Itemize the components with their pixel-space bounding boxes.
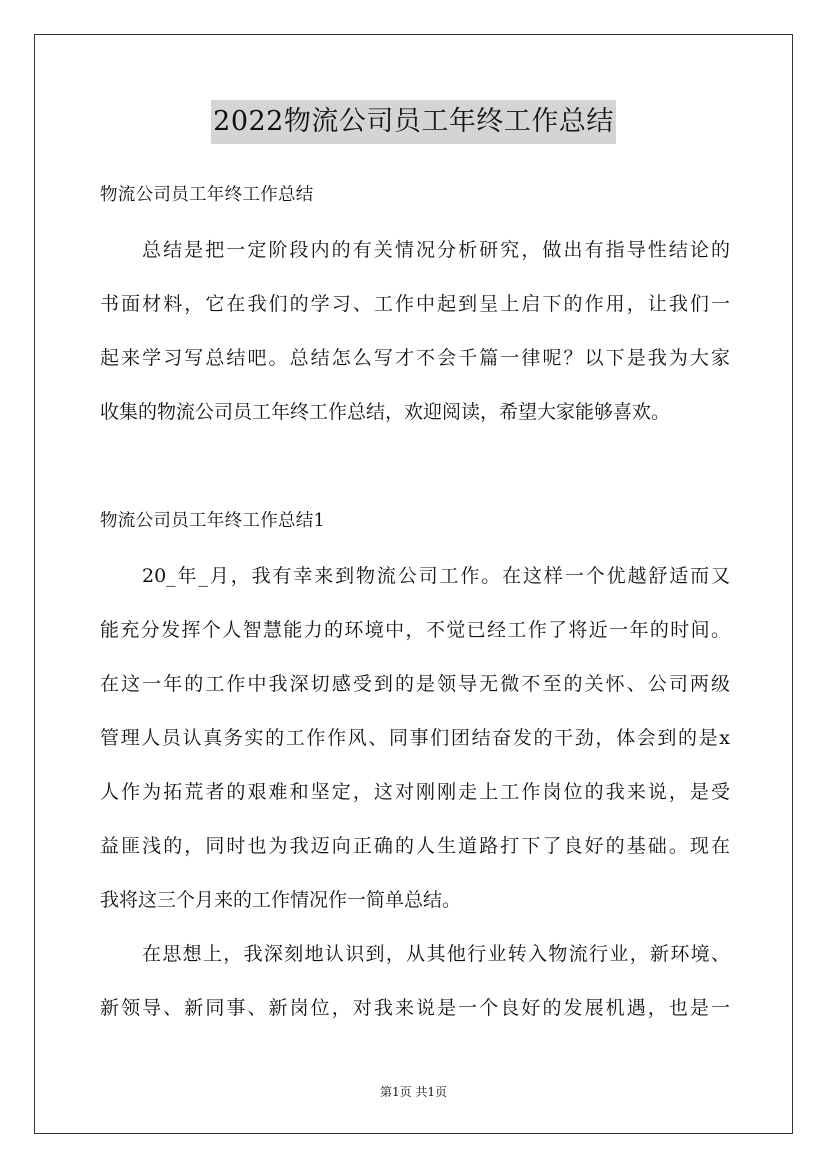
section-heading-1: 物流公司员工年终工作总结1	[100, 511, 326, 531]
paragraph-line: 起来学习写总结吧。总结怎么写才不会千篇一律呢？以下是我为大家	[100, 347, 730, 369]
paragraph-line: 我将这三个月来的工作情况作一简单总结。	[100, 889, 462, 911]
paragraph-line: 新领导、新同事、新岗位，对我来说是一个良好的发展机遇，也是一	[100, 997, 730, 1019]
paragraph-line: 管理人员认真务实的工作作风、同事们团结奋发的干劲，体会到的是x	[100, 727, 730, 749]
section-heading: 物流公司员工年终工作总结	[100, 185, 314, 205]
paragraph-line: 能充分发挥个人智慧能力的环境中，不觉已经工作了将近一年的时间。	[100, 619, 730, 641]
title-container	[0, 100, 827, 144]
paragraph-line: 在这一年的工作中我深切感受到的是领导无微不至的关怀、公司两级	[100, 673, 730, 695]
document-title: 2022物流公司员工年终工作总结	[211, 100, 616, 144]
paragraph-line: 益匪浅的，同时也为我迈向正确的人生道路打下了良好的基础。现在	[100, 835, 730, 857]
paragraph-line: 人作为拓荒者的艰难和坚定，这对刚刚走上工作岗位的我来说，是受	[100, 781, 730, 803]
paragraph-line: 总结是把一定阶段内的有关情况分析研究，做出有指导性结论的	[142, 239, 730, 261]
paragraph-line: 书面材料，它在我们的学习、工作中起到呈上启下的作用，让我们一	[100, 293, 730, 315]
paragraph-line: 20_年_月，我有幸来到物流公司工作。在这样一个优越舒适而又	[142, 565, 730, 587]
paragraph-line: 收集的物流公司员工年终工作总结，欢迎阅读，希望大家能够喜欢。	[100, 401, 671, 423]
paragraph-line: 在思想上，我深刻地认识到，从其他行业转入物流行业，新环境、	[142, 943, 730, 965]
page-footer: 第1页 共1页	[379, 1085, 448, 1099]
